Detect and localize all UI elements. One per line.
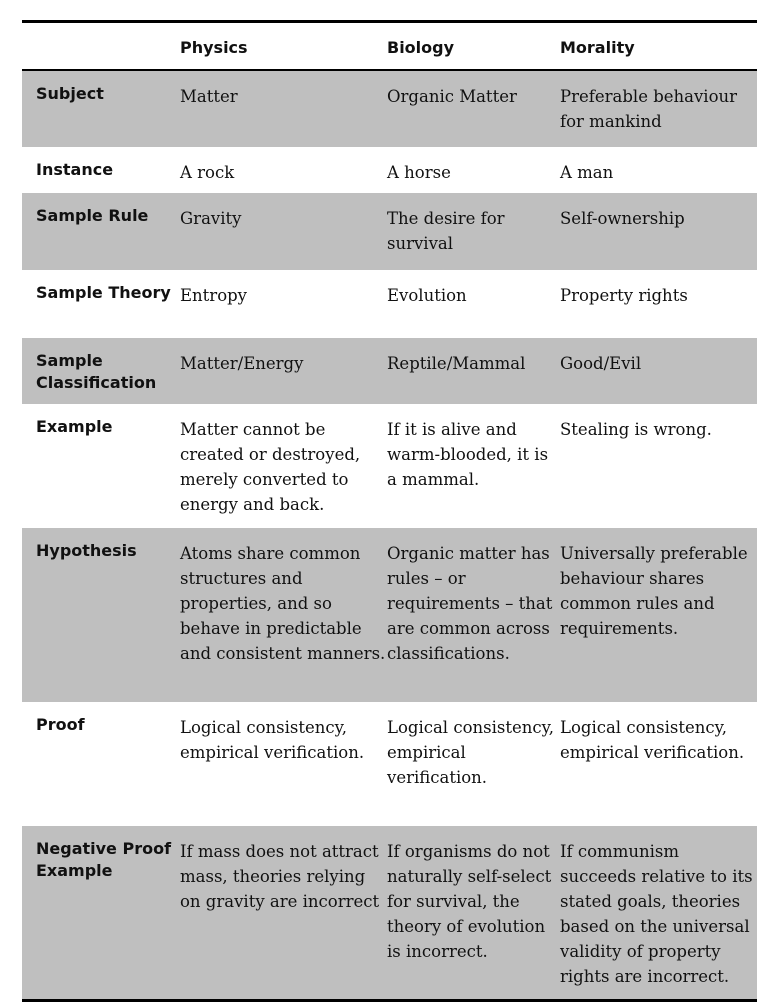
biology-cell: Evolution xyxy=(387,286,467,305)
table-row-subject xyxy=(22,71,757,147)
morality-cell: If communism succeeds relative to its stated goals, theories based on the universal validity of property rights are incorrect. xyxy=(560,842,753,986)
biology-cell: Organic matter has rules – or requirements – that are common across classifications. xyxy=(387,544,553,663)
morality-cell: Property rights xyxy=(560,286,688,305)
row-label: Example xyxy=(36,417,113,436)
morality-cell: Preferable behaviour for mankind xyxy=(560,87,738,131)
row-label: Sample Classification xyxy=(36,351,157,392)
physics-cell: If mass does not attract mass, theories relying on gravity are incorrect xyxy=(180,842,380,911)
header-physics: Physics xyxy=(180,38,248,57)
physics-cell: Matter xyxy=(180,87,238,106)
physics-cell: Logical consistency, empirical verification. xyxy=(180,718,365,762)
biology-cell: A horse xyxy=(387,163,451,182)
biology-cell: If organisms do not naturally self-select for survival, the theory of evolution is incorrect. xyxy=(387,842,552,961)
physics-cell: Atoms share common structures and properties, and so behave in predictable and consistent manners. xyxy=(180,544,386,663)
table-row-hypothesis xyxy=(22,528,757,702)
row-label: Sample Theory xyxy=(36,283,171,302)
morality-cell: Logical consistency, empirical verification. xyxy=(560,718,745,762)
morality-cell: Universally preferable behaviour shares common rules and requirements. xyxy=(560,544,748,638)
biology-cell: Logical consistency, empirical verification. xyxy=(387,718,554,787)
biology-cell: Organic Matter xyxy=(387,87,517,106)
table-row-proof xyxy=(22,702,757,826)
biology-cell: If it is alive and warm-blooded, it is a mammal. xyxy=(387,420,549,489)
table-row-instance xyxy=(22,147,757,193)
table-row-example xyxy=(22,404,757,528)
table-header-row xyxy=(22,23,757,71)
table-row-negative-proof-example xyxy=(22,826,757,999)
row-label: Proof xyxy=(36,715,85,734)
biology-cell: The desire for survival xyxy=(387,209,505,253)
morality-cell: Stealing is wrong. xyxy=(560,420,712,439)
physics-cell: Gravity xyxy=(180,209,242,228)
physics-cell: A rock xyxy=(180,163,235,182)
row-label: Negative Proof Example xyxy=(36,839,172,880)
row-label: Hypothesis xyxy=(36,541,137,560)
header-biology: Biology xyxy=(387,38,455,57)
comparison-table xyxy=(22,20,757,1002)
morality-cell: Good/Evil xyxy=(560,354,642,373)
morality-cell: A man xyxy=(560,163,614,182)
morality-cell: Self-ownership xyxy=(560,209,685,228)
header-morality: Morality xyxy=(560,38,635,57)
biology-cell: Reptile/Mammal xyxy=(387,354,526,373)
physics-cell: Entropy xyxy=(180,286,248,305)
table-row-sample-rule xyxy=(22,193,757,270)
physics-cell: Matter cannot be created or destroyed, merely converted to energy and back. xyxy=(180,420,361,514)
row-label: Subject xyxy=(36,84,104,103)
row-label: Instance xyxy=(36,160,114,179)
row-label: Sample Rule xyxy=(36,206,149,225)
physics-cell: Matter/Energy xyxy=(180,354,304,373)
table-row-sample-theory xyxy=(22,270,757,338)
header-blank-cell xyxy=(22,23,180,69)
table-row-sample-classification xyxy=(22,338,757,404)
